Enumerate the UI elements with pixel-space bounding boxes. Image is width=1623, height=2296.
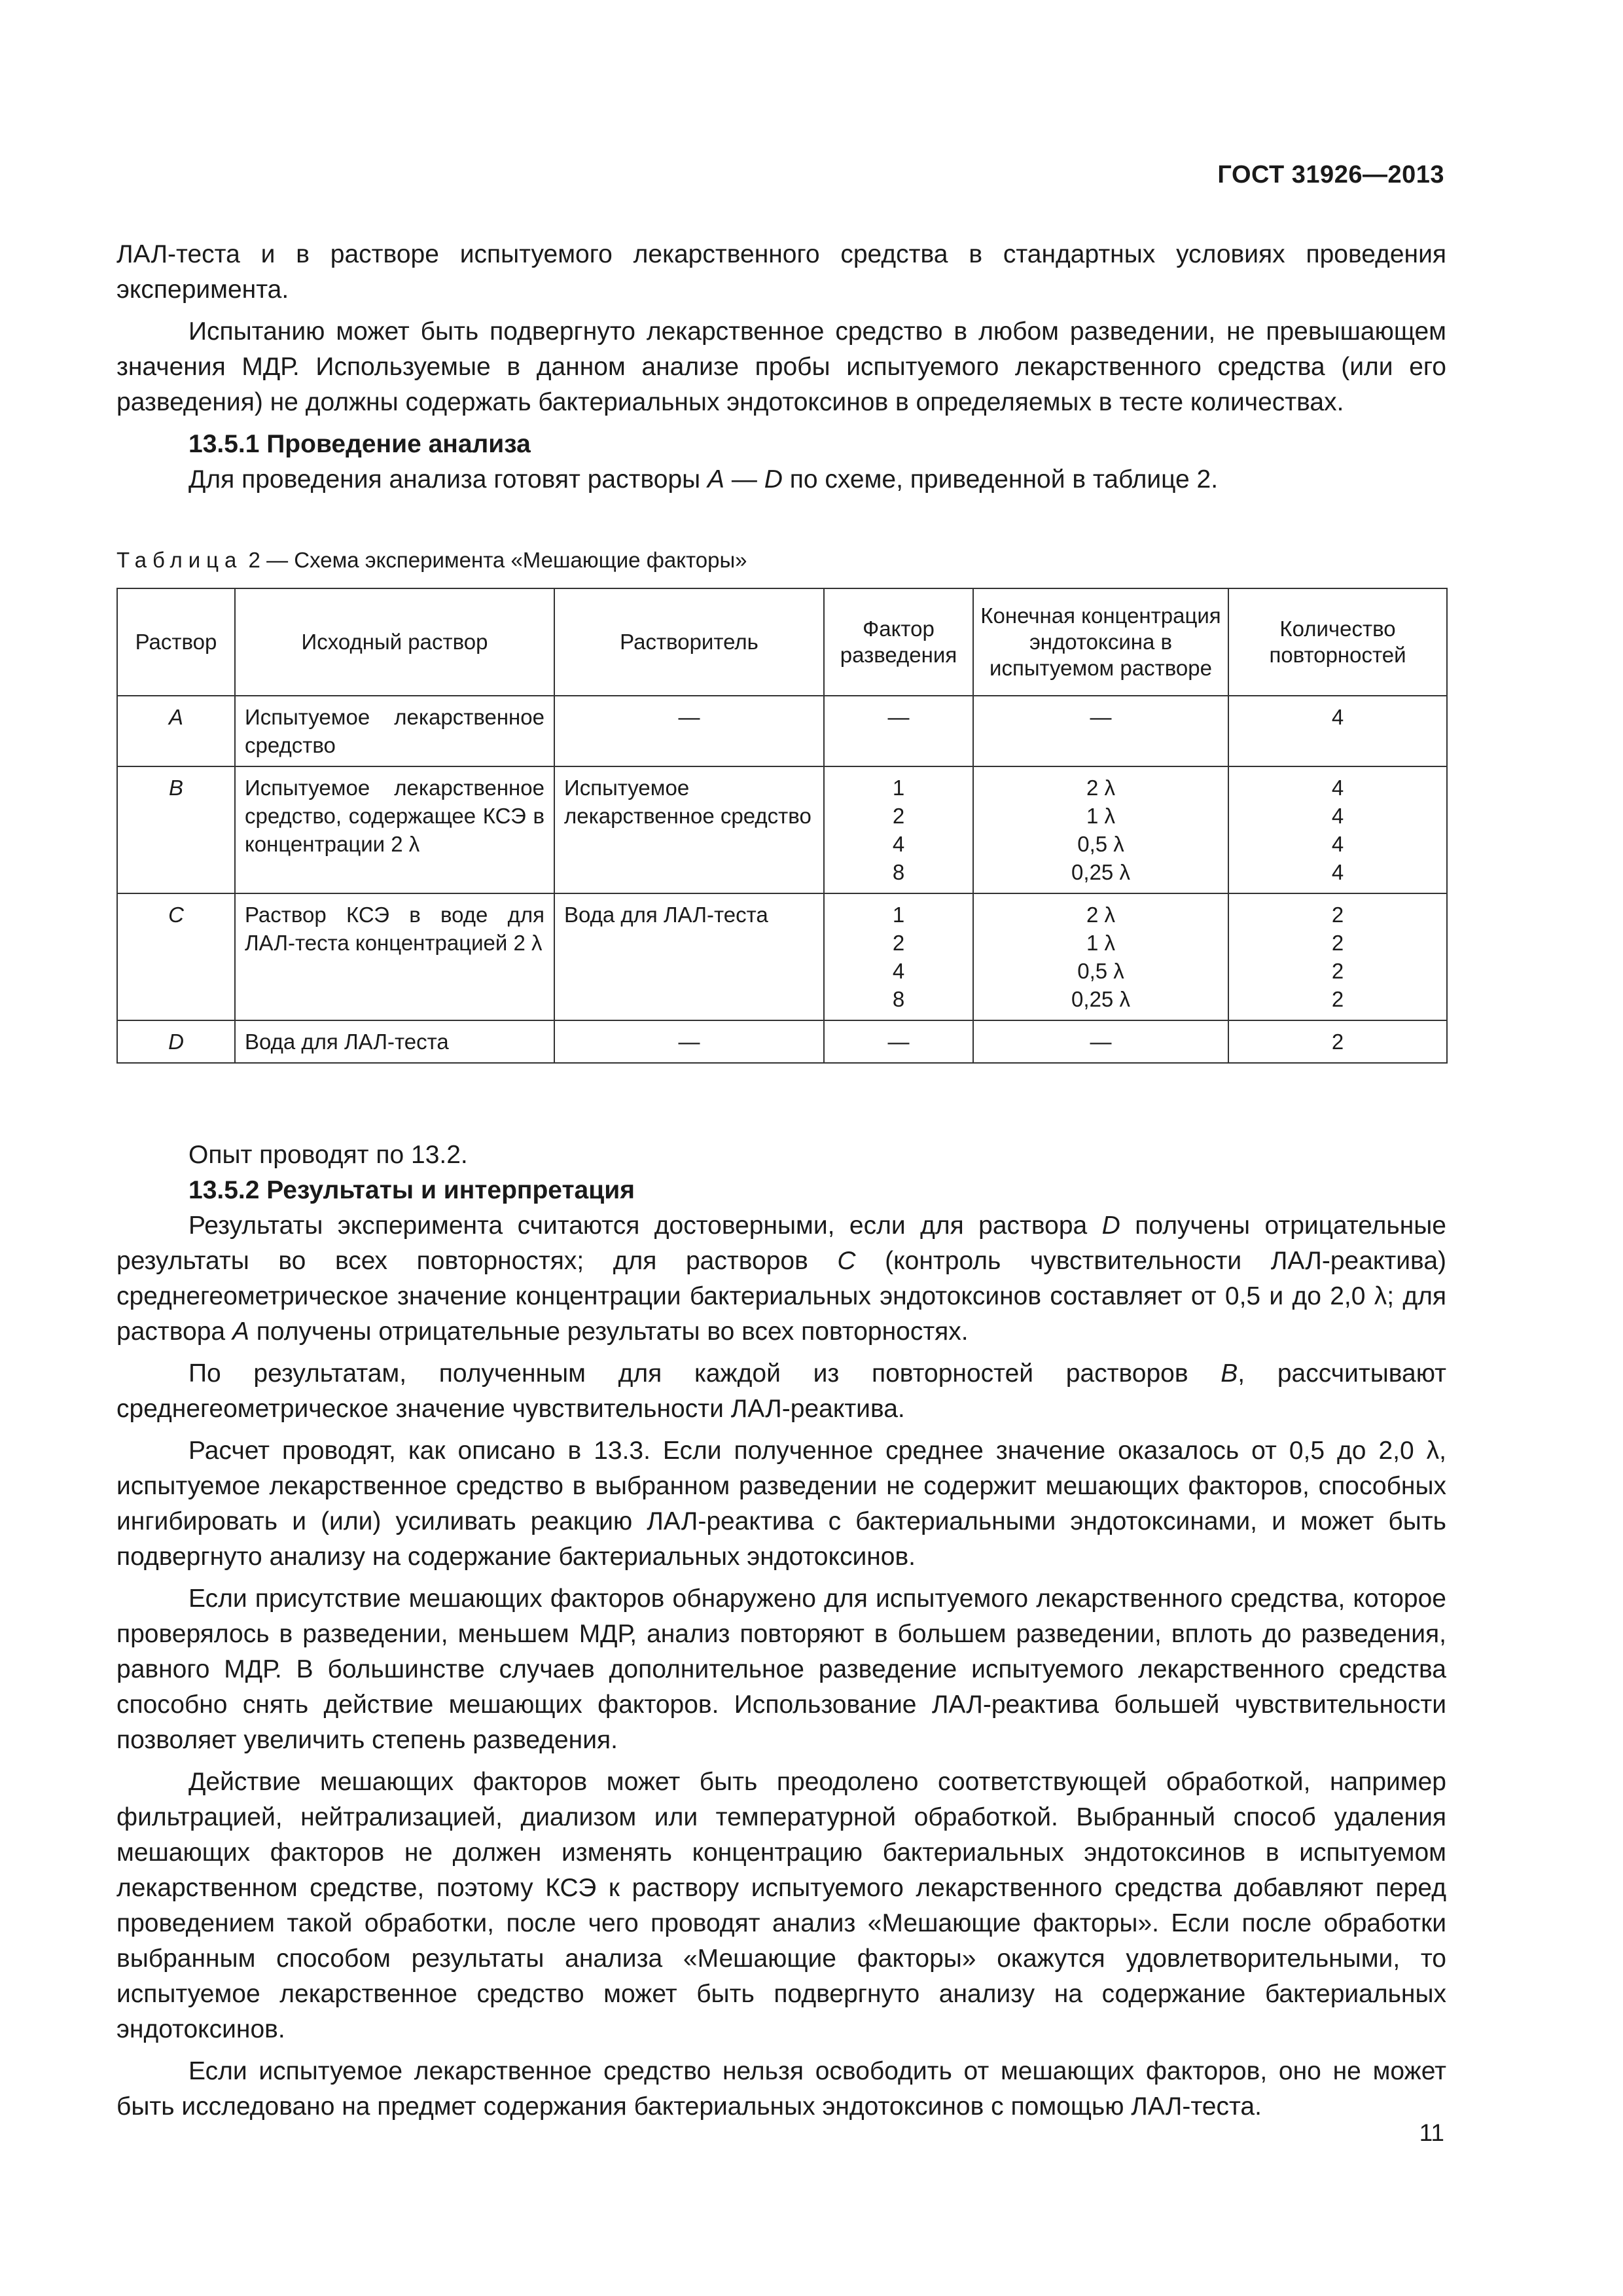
document-code-header: ГОСТ 31926—2013 [1217, 161, 1444, 188]
cell-concentrations: — [973, 696, 1228, 766]
cell-concentrations: 2 λ 1 λ 0,5 λ 0,25 λ [973, 766, 1228, 893]
table-row [117, 696, 1447, 766]
cell-solution: A [117, 696, 235, 766]
section-heading-13-5-1: 13.5.1 Проведение анализа [188, 430, 531, 458]
header-final-concentration: Конечная концентрация эндотоксина в испытуемом растворе [973, 588, 1228, 696]
results-paragraph-4: Если присутствие мешающих факторов обнаружено для испытуемого лекарственного средства, которое проверялось в разведении, меньшем МДР, анализ повторяют в большем разведении, вплоть до разведения, равного МДР. В большинстве случаев дополнительное разведение испытуемого лекарственного средства способно снять действие мешающих факторов. Использование ЛАЛ-реактива большей чувствительности позволяет увеличить степень разведения. [116, 1585, 1446, 1754]
cell-source: Вода для ЛАЛ-теста [235, 1020, 554, 1063]
results-paragraph-6: Если испытуемое лекарственное средство нельзя освободить от мешающих факторов, оно не может быть исследовано на предмет содержания бактериальных эндотоксинов с помощью ЛАЛ-теста. [116, 2057, 1446, 2121]
intro-paragraph-2: Испытанию может быть подвергнуто лекарственное средство в любом разведении, не превышающем значения МДР. Используемые в данном анализе пробы испытуемого лекарственного средства (или его разведения) не должны содержать бактериальных эндотоксинов в определяемых в тесте количествах. [116, 317, 1446, 416]
after-table-paragraph: Опыт проводят по 13.2. [188, 1141, 468, 1169]
header-repeat-count: Количество повторностей [1228, 588, 1447, 696]
cell-solution: C [117, 893, 235, 1020]
intro-paragraph-1: ЛАЛ-теста и в растворе испытуемого лекарственного средства в стандартных условиях проведения эксперимента. [116, 240, 1446, 304]
table-row [117, 766, 1447, 893]
table-row [117, 1020, 1447, 1063]
table-row [117, 893, 1447, 1020]
page-number: 11 [1419, 2119, 1444, 2146]
results-paragraph-3: Расчет проводят, как описано в 13.3. Если полученное среднее значение оказалось от 0,5 до 2,0 λ, испытуемое лекарственное средство в выбранном разведении не содержит мешающих факторов, способных ингибировать и (или) усиливать реакцию ЛАЛ-реактива с бактериальными эндотоксинами, и может быть подвергнуто анализу на содержание бактериальных эндотоксинов. [116, 1437, 1446, 1571]
cell-concentrations: — [973, 1020, 1228, 1063]
table-header-row [117, 588, 1447, 696]
experiment-scheme-table [116, 588, 1448, 1064]
section-heading-13-5-2: 13.5.2 Результаты и интерпретация [188, 1176, 635, 1204]
cell-repeats: 2 [1228, 1020, 1447, 1063]
header-dilution-factor: Фактор разведения [824, 588, 973, 696]
cell-repeats: 4 4 4 4 [1228, 766, 1447, 893]
cell-solvent: Вода для ЛАЛ-теста [554, 893, 824, 1020]
cell-factors: 1 2 4 8 [824, 766, 973, 893]
header-solution: Раствор [117, 588, 235, 696]
cell-source: Испытуемое лекарственное средство, содержащее КСЭ в концентрации 2 λ [235, 766, 554, 893]
cell-repeats: 4 [1228, 696, 1447, 766]
header-source-solution: Исходный раствор [235, 588, 554, 696]
cell-source: Раствор КСЭ в воде для ЛАЛ-теста концентрацией 2 λ [235, 893, 554, 1020]
cell-solvent: — [554, 696, 824, 766]
cell-solvent: — [554, 1020, 824, 1063]
results-block [116, 1138, 1446, 2125]
cell-repeats: 2 2 2 2 [1228, 893, 1447, 1020]
cell-source: Испытуемое лекарственное средство [235, 696, 554, 766]
cell-factors: — [824, 696, 973, 766]
cell-factors: 1 2 4 8 [824, 893, 973, 1020]
table-caption: Таблица 2 — Схема эксперимента «Мешающие факторы» [116, 548, 747, 572]
intro-block [116, 237, 1446, 497]
cell-solution: D [117, 1020, 235, 1063]
results-paragraph-5: Действие мешающих факторов может быть преодолено соответствующей обработкой, например фильтрацией, нейтрализацией, диализом или температурной обработкой. Выбранный способ удаления мешающих факторов не должен изменять концентрацию бактериальных эндотоксинов в испытуемом лекарственном средстве, поэтому КСЭ к раствору испытуемого лекарственного средства добавляют перед проведением такой обработки, после чего проводят анализ «Мешающие факторы». Если после обработки выбранным способом результаты анализа «Мешающие факторы» окажутся удовлетворительными, то испытуемое лекарственное средство может быть подвергнуто анализу на содержание бактериальных эндотоксинов. [116, 1768, 1446, 2043]
cell-factors: — [824, 1020, 973, 1063]
results-paragraph-1: Результаты эксперимента считаются достоверными, если для раствора D получены отрицательные результаты во всех повторностях; для растворов C (контроль чувствительности ЛАЛ-реактива) среднегеометрическое значение концентрации бактериальных эндотоксинов составляет от 0,5 и до 2,0 λ; для раствора A получены отрицательные результаты во всех повторностях. [116, 1211, 1446, 1346]
cell-concentrations: 2 λ 1 λ 0,5 λ 0,25 λ [973, 893, 1228, 1020]
results-paragraph-2: По результатам, полученным для каждой из повторностей растворов B, рассчитывают среднегеометрическое значение чувствительности ЛАЛ-реактива. [116, 1359, 1446, 1423]
section-1-paragraph: Для проведения анализа готовят растворы A — D по схеме, приведенной в таблице 2. [188, 465, 1219, 493]
header-solvent: Растворитель [554, 588, 824, 696]
cell-solution: B [117, 766, 235, 893]
cell-solvent: Испытуемое лекарственное средство [554, 766, 824, 893]
